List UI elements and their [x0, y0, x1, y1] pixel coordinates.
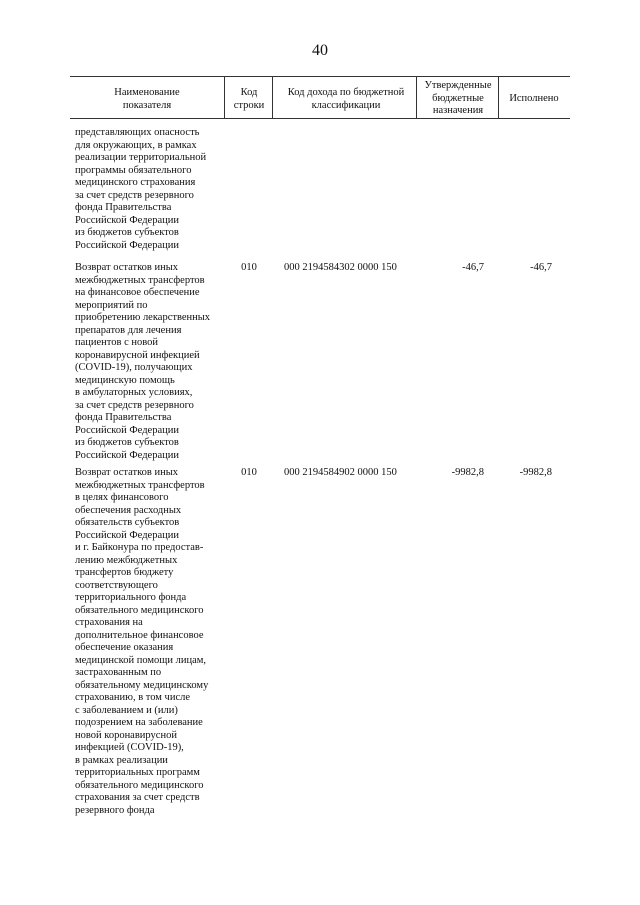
header-executed: Исполнено — [509, 93, 559, 104]
column-divider — [416, 76, 417, 118]
table-row-2-classification: 000 2194584902 0000 150 — [284, 467, 397, 478]
table-row-2-code: 010 — [241, 467, 257, 478]
table-top-rule — [70, 76, 570, 77]
table-row-0-name: представляющих опасность для окружающих, в рамках реализации территориальной программы обязательного медицинского страхования за счет средств резервного фонда Правительства Российской Федерации из бюджетов субъектов Российской Федерации — [75, 127, 207, 251]
column-divider — [224, 76, 225, 118]
table-header-bottom-rule — [70, 118, 570, 119]
header-code: Код строки — [233, 87, 265, 111]
table-row-2-executed: -9982,8 — [519, 467, 552, 478]
page-number: 40 — [312, 42, 328, 59]
header-approved: Утвержденные бюджетные назначения — [424, 80, 492, 116]
table-row-2-name: Возврат остатков иных межбюджетных трансфертов в целях финансового обеспечения расходных обязательств субъектов Российской Федерации и г. Байконура по предостав- лению межбюджетных трансфертов бюджету соответствующего территориального фонда обязательного медицинского страхования на дополнительное финансовое обеспечение оказания медицинской помощи лицам, застрахованным по обязательному медицинскому страхованию, в том числе с заболеванием и (или) подозрением на заболевание новой коронавирусной инфекцией (COVID-19), в рамках реализации территориальных программ обязательного медицинского страхования за счет средств резервного фонда — [75, 467, 209, 816]
table-row-1-approved: -46,7 — [462, 262, 484, 273]
table-row-1-executed: -46,7 — [530, 262, 552, 273]
table-row-2-approved: -9982,8 — [451, 467, 484, 478]
column-divider — [272, 76, 273, 118]
column-divider — [498, 76, 499, 118]
header-classification: Код дохода по бюджетной классификации — [287, 87, 405, 111]
header-name: Наименование показателя — [114, 87, 180, 111]
table-row-1-code: 010 — [241, 262, 257, 273]
table-row-1-name: Возврат остатков иных межбюджетных трансфертов на финансовое обеспечение мероприятий по приобретению лекарственных препаратов для лечения пациентов с новой коронавирусной инфекцией (COVID-19), получающих медицинскую помощь в амбулаторных условиях, за счет средств резервного фонда Правительства Российской Федерации из бюджетов субъектов Российской Федерации — [75, 262, 211, 461]
table-row-1-classification: 000 2194584302 0000 150 — [284, 262, 397, 273]
